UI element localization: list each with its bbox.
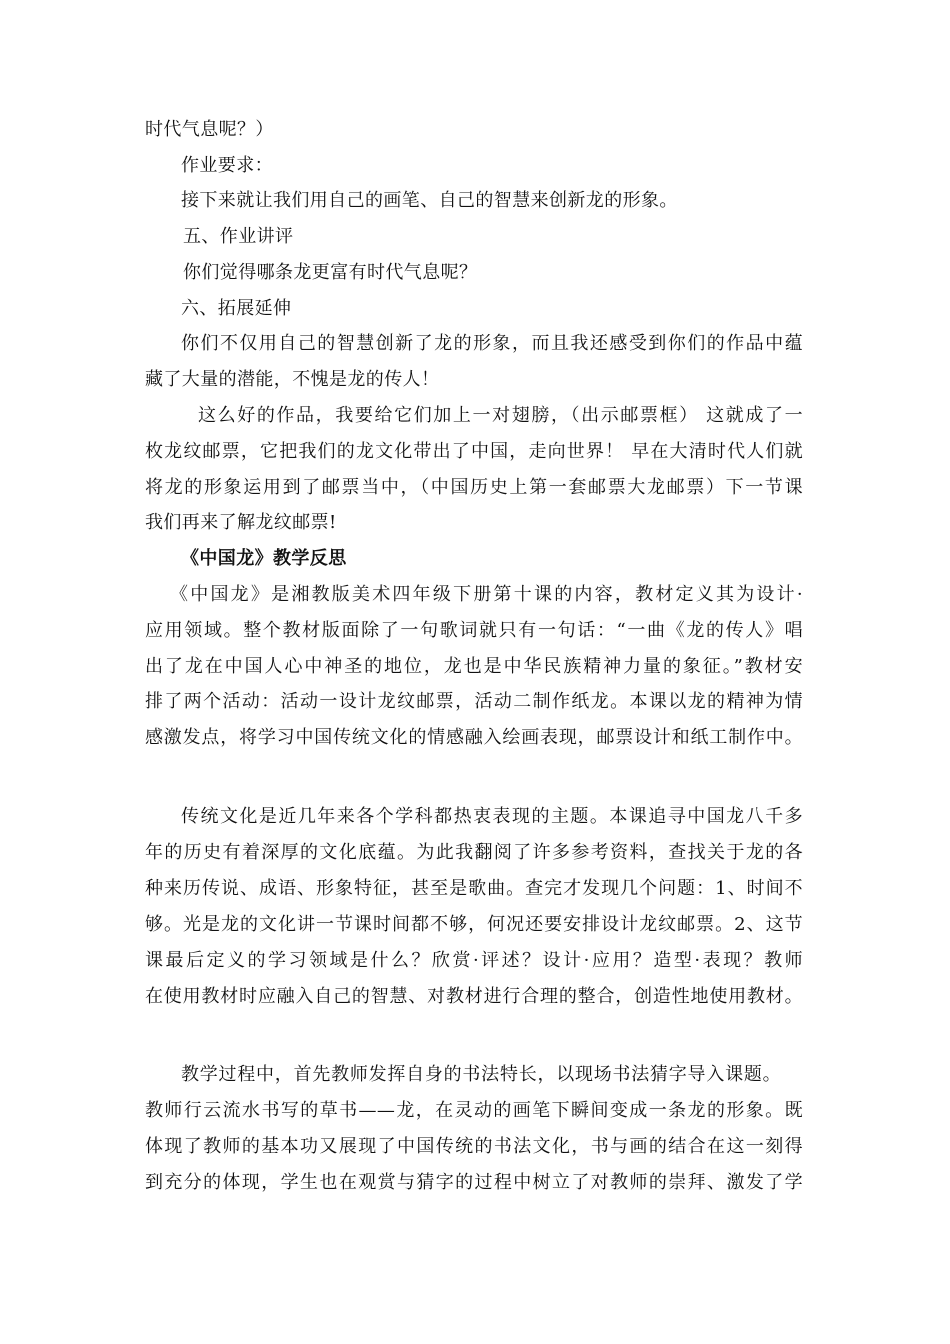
text-line: 在使用教材时应融入自己的智慧、对教材进行合理的整合，创造性地使用教材。 xyxy=(145,986,803,1007)
text-line: 应用领域。整个教材版面除了一句歌词就只有一句话：“一曲《龙的传人》唱 xyxy=(145,620,803,641)
text-line: 藏了大量的潜能，不愧是龙的传人！ xyxy=(145,369,440,390)
text-line: 够。光是龙的文化讲一节课时间都不够，何况还要安排设计龙纹邮票。2、这节 xyxy=(145,914,803,935)
text-line: 作业要求： xyxy=(181,155,273,176)
text-line: 这么好的作品，我要给它们加上一对翅膀，（出示邮票框） 这就成了一 xyxy=(198,405,803,426)
text-line: 接下来就让我们用自己的画笔、自己的智慧来创新龙的形象。 xyxy=(181,190,678,211)
text-line: 教学过程中，首先教师发挥自身的书法特长，以现场书法猜字导入课题。 xyxy=(181,1064,781,1085)
text-line: 《中国龙》是湘教版美术四年级下册第十课的内容，教材定义其为设计· xyxy=(170,584,803,605)
text-line: 出了龙在中国人心中神圣的地位，龙也是中华民族精神力量的象征。”教材安 xyxy=(145,656,803,677)
text-line: 传统文化是近几年来各个学科都热衷表现的主题。本课追寻中国龙八千多 xyxy=(181,806,803,827)
section-heading: 六、拓展延伸 xyxy=(181,298,292,319)
text-line: 你们觉得哪条龙更富有时代气息呢？ xyxy=(183,262,478,283)
text-line: 体现了教师的基本功又展现了中国传统的书法文化，书与画的结合在这一刻得 xyxy=(145,1136,803,1157)
text-line: 年的历史有着深厚的文化底蕴。为此我翻阅了许多参考资料，查找关于龙的各 xyxy=(145,842,803,863)
text-line: 到充分的体现，学生也在观赏与猜字的过程中树立了对教师的崇拜、激发了学 xyxy=(145,1172,803,1193)
text-line: 排了两个活动：活动一设计龙纹邮票，活动二制作纸龙。本课以龙的精神为情 xyxy=(145,691,803,712)
text-line: 枚龙纹邮票，它把我们的龙文化带出了中国，走向世界！ 早在大清时代人们就 xyxy=(145,441,803,462)
section-heading: 五、作业讲评 xyxy=(183,226,294,247)
text-line: 种来历传说、成语、形象特征，甚至是歌曲。查完才发现几个问题：1、时间不 xyxy=(145,878,803,899)
text-line: 教师行云流水书写的草书——龙，在灵动的画笔下瞬间变成一条龙的形象。既 xyxy=(145,1100,803,1121)
text-line: 时代气息呢？） xyxy=(145,119,274,140)
reflection-title: 《中国龙》教学反思 xyxy=(181,548,347,569)
text-line: 感激发点，将学习中国传统文化的情感融入绘画表现，邮票设计和纸工制作中。 xyxy=(145,727,803,748)
text-line: 将龙的形象运用到了邮票当中，（中国历史上第一套邮票大龙邮票）下一节课 xyxy=(145,477,803,498)
text-line: 你们不仅用自己的智慧创新了龙的形象，而且我还感受到你们的作品中蕴 xyxy=(181,333,803,354)
text-line: 我们再来了解龙纹邮票! xyxy=(145,512,337,533)
text-line: 课最后定义的学习领域是什么？欣赏·评述？设计·应用？造型·表现？教师 xyxy=(145,950,803,971)
